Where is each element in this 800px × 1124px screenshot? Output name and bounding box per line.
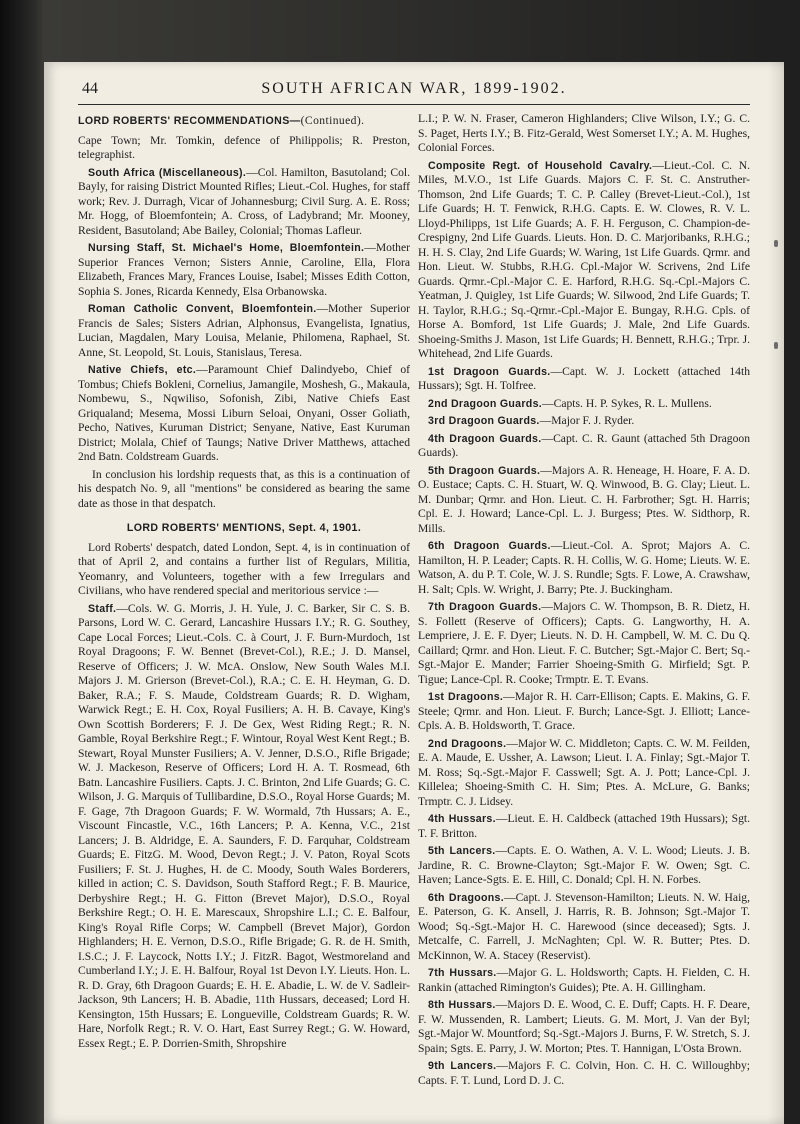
entry-south-africa: South Africa (Miscellaneous).—Col. Hamilton, Basutoland; Col. Bayly, for raising District Mounted Rifles; Lieut.-Col. Hughes, for staff work; Rev. J. Durragh, Vicar of Johannesburg; Civil Surg. A. E. Ross; Mr. Hogg, of Bloemfontein; A. Cross, of Ladybrand; Mr. Mooney, Resident, Basutoland; Abe Bailey, Colonial; Thomas Lafleur. xyxy=(78,165,410,237)
page-header xyxy=(44,80,784,104)
left-column xyxy=(78,112,410,1051)
entry-1st-dragoons: 1st Dragoons.—Major R. H. Carr-Ellison; Capts. E. Makins, G. F. Steele; Qrmr. and Hon. Lieut. F. Burch; Lance-Sgt. J. Elliott; Lance-Cpls. A. B. Holdsworth, T. Grace. xyxy=(418,690,750,732)
entry-2nd-dragoon-guards: 2nd Dragoon Guards.—Capts. H. P. Sykes, R. L. Mullens. xyxy=(428,396,712,410)
entry-5th-lancers: 5th Lancers.—Capts. E. O. Wathen, A. V. L. Wood; Lieuts. J. B. Jardine, R. C. Browne-Clayton; Sgt.-Major F. W. Owen; Sgt. C. Haven; Lance-Sgts. E. E. Hill, C. Donald; Cpl. H. N. Forbes. xyxy=(418,844,750,886)
running-title: SOUTH AFRICAN WAR, 1899-1902. xyxy=(261,80,567,97)
entry-6th-dragoon-guards: 6th Dragoon Guards.—Lieut.-Col. A. Sprot; Majors A. C. Hamilton, H. P. Leader; Capts. R. H. Collis, W. G. Home; Lieuts. W. E. Watson, A. du P. T. Cole, W. J. S. Rundle; Sgts. F. Lowe, A. Crawshaw, H. Salt; Cpls. W. Wright, J. Barry; Pte. J. Buckingham. xyxy=(418,539,751,596)
page-number: 44 xyxy=(82,80,98,97)
entry-9th-lancers: 9th Lancers.—Majors F. C. Colvin, Hon. C. H. C. Willoughby; Capts. F. T. Lund, Lord D. J. C. xyxy=(418,1059,750,1087)
book-page xyxy=(44,62,784,1124)
entry-native-chiefs: Native Chiefs, etc.—Paramount Chief Dalindyebo, Chief of Tombus; Chiefs Bokleni, Cornelius, Jamangile, Moshesh, G., Makaula, Nombewu, S., Nqwiliso, Sofonish, Zibi, Native Chiefs East Griqualand; Mesema, Mossi Liburn Seloai, Onyani, Osser Goliath, Pecho, Natives, Kuruman District; Senyane, Native, East Kuruman District; Molala, Chief of Taungs; Native Driver Matthews, attached 2nd Batn. Coldstream Guards. xyxy=(78,363,410,463)
entry-nursing-staff: Nursing Staff, St. Michael's Home, Bloemfontein.—Mother Superior Frances Vernon; Sisters Annie, Caroline, Ella, Flora Elizabeth, Frances Mary, Frances Louise, Isabel; Misses Edith Cotton, Sophia S. Jones, Ricarda Kennedy, Elsa Orbanowska. xyxy=(78,241,410,298)
entry-8th-hussars: 8th Hussars.—Majors D. E. Wood, C. E. Duff; Capts. H. F. Deare, F. W. Mussenden, R. Lambert; Lieuts. G. M. Mort, J. Van der Byl; Sgt.-Major W. Mountford; Sq.-Sgt.-Majors J. Burns, F. W. Stretch, S. J. Spain; Sgts. E. Parry, J. W. Morton; Ptes. T. Hannigan, L'Osta Brown. xyxy=(418,998,750,1055)
entry-5th-dragoon-guards: 5th Dragoon Guards.—Majors A. R. Heneage, H. Hoare, F. A. D. O. Eustace; Capts. C. H. Stuart, W. Q. Winwood, B. G. Clay; Lieut. L. M. Dunbar; Qrmr. and Hon. Lieut. C. H. Farbrother; Sgt. H. Harris; Cpl. E. J. Howard; Lance-Cpl. L. J. Burgess; Ptes. W. Sidthorp, R. Mills. xyxy=(418,463,750,535)
section-heading-recommendations: LORD ROBERTS' RECOMMENDATIONS—(Continued). xyxy=(78,114,365,127)
mentions-intro: Lord Roberts' despatch, dated London, Sept. 4, is in continuation of that of April 2, and contains a further list of Regulars, Militia, Yeomanry, and Volunteers, together with a few Irregulars and Civilians, who have rendered special and meritorious service :— xyxy=(78,540,410,597)
entry-7th-dragoon-guards: 7th Dragoon Guards.—Majors C. W. Thompson, B. R. Dietz, H. S. Follett (Reserve of Officers); Capts. G. Langworthy, H. A. Lempriere, J. E. F. Dyer; Lieuts. N. D. H. Campbell, W. M. C. Du Q. Caillard; Qrmr. and Hon. Lieut. F. C. Butcher; Sgt.-Major C. Bert; Sq.-Sgt.-Major E. Mander; Farrier Shoeing-Smith G. Mirfield; Sgt. P. Tigue; Lance-Cpl. R. Cooke; Trmptr. E. T. Evans. xyxy=(418,600,751,686)
conclusion-paragraph: In conclusion his lordship requests that, as this is a continuation of his despatch No. 9, all "mentions" be considered as bearing the same date as those in that despatch. xyxy=(78,467,410,510)
intro-paragraph: Cape Town; Mr. Tomkin, defence of Philippolis; R. Preston, telegraphist. xyxy=(78,133,410,161)
section-heading-mentions: LORD ROBERTS' MENTIONS, Sept. 4, 1901. xyxy=(126,522,362,534)
entry-staff: Staff.—Cols. W. G. Morris, J. H. Yule, J. C. Barker, Sir C. S. B. Parsons, Lord W. C. Gerard, Lancashire Hussars I.Y.; R. G. Southey, Cape Local Forces; Lieut.-Cols. C. à Court, J. F. Burn-Murdoch, 1st Royal Dragoons; F. W. Bennet (Brevet-Col.), R.E.; J. D. Mansel, Reserve of Officers; J. W. McA. Onslow, New South Wales M.I. Majors J. M. Grierson (Brevet-Col.), R.A.; C. E. H. Heyman, G. D. Baker, R.A.; F. S. Maude, Coldstream Guards; R. D. Wigham, Warwick Regt.; E. H. Cox, Royal Fusiliers; A. H. B. Cavaye, King's Own Scottish Borderers; F. J. De Gex, West Riding Regt.; R. N. Gamble, Royal Berkshire Regt.; F. Wintour, Royal West Kent Regt.; B. Stewart, Royal Munster Fusiliers; A. V. Jenner, D.S.O., Rifle Brigade; W. J. Mackeson, Reserve of Officers; Lord H. A. T. Rosmead, 6th Batn. Lancashire Fusiliers. Capts. J. C. Brinton, 2nd Life Guards; G. C. Wilson, J. G. Marquis of Tullibardine, D.S.O., Royal Horse Guards; M. F. Gage, 7th Dragoon Guards; F. W. Wormald, 7th Hussars; A. E., Viscount Fincastle, V.C., 16th Lancers; P. A. Kenna, V.C., 21st Lancers; J. B. Aldridge, E. A. Saunders, F. D. Farquhar, Coldstream Guards; E. FitzG. M. Wood, Devon Regt.; J. V. Paton, Royal Scots Fusiliers; F. St. J. Hughes, H. de C. Moody, South Wales Borderers, killed in action; C. S. Davidson, South Stafford Regt.; F. B. Maurice, Derbyshire Regt.; H. G. Fitton (Brevet Major), D.S.O., Royal Berkshire Regt.; O. H. E. Marescaux, Shropshire L.I.; C. E. Balfour, King's Royal Rifle Corps; W. Campbell (Brevet Major), Gordon Highlanders; H. E. Vernon, D.S.O., Rifle Brigade; G. R. de H. Smith, I.S.C.; J. F. Laycock, Notts I.Y.; J. FitzR. Bagot, Westmoreland and Cumberland I.Y.; J. E. H. Balfour, Royal 1st Devon I.Y. Lieuts. Hon. L. R. D. Gray, 6th Dragoon Guards; E. H. E. Abadie, L. W. de V. Sadleir-Jackson, 9th Lancers; H. B. Abadie, 11th Hussars, deceased; Lord H. Kensington, 15th Hussars; E. Longueville, Coldstream Guards; R. W. Hare, Norfolk Regt.; R. V. O. Hart, East Surrey Regt.; G. W. Howard, Essex Regt.; E. P. Dorrien-Smith, Shropshire xyxy=(78,601,410,1050)
entry-4th-dragoon-guards: 4th Dragoon Guards.—Capt. C. R. Gaunt (attached 5th Dragoon Guards). xyxy=(418,431,750,459)
entry-2nd-dragoons: 2nd Dragoons.—Major W. C. Middleton; Capts. C. W. M. Feilden, E. A. Maude, E. Ussher, A. Lawson; Lieut. I. A. Finlay; Sgt.-Major T. M. Ross; Sq.-Sgt.-Major F. Casswell; Sgt. A. J. Pott; Lance-Cpl. J. Killelea; Shoeing-Smith C. H. Sim; Ptes. A. McLure, G. Banks; Trmptr. C. J. Lidsey. xyxy=(418,736,751,808)
entry-6th-dragoons: 6th Dragoons.—Capt. J. Stevenson-Hamilton; Lieuts. N. W. Haig, E. Paterson, G. K. Ansell, J. Harris, R. B. Johnson; Sgt.-Major T. Wood; Sq.-Sgt.-Major H. C. Harewood (since deceased); Sgts. J. Metcalfe, C. Farrell, J. McNaghten; Cpl. W. R. Butter; Ptes. D. McKinnon, W. A. Stacey (Reservist). xyxy=(418,890,750,962)
margin-mark xyxy=(774,342,778,349)
continued-entry: L.I.; P. W. N. Fraser, Cameron Highlanders; Clive Wilson, I.Y.; G. C. S. Paget, Herts I.Y.; B. Fitz-Gerald, West Somerset I.Y.; A. M. Hughes, Colonial Forces. xyxy=(418,112,750,154)
entry-7th-hussars: 7th Hussars.—Major G. L. Holdsworth; Capts. H. Fielden, C. H. Rankin (attached Rimington's Guides); Pte. A. H. Gillingham. xyxy=(418,966,750,994)
entry-3rd-dragoon-guards: 3rd Dragoon Guards.—Major F. J. Ryder. xyxy=(428,414,635,427)
entry-4th-hussars: 4th Hussars.—Lieut. E. H. Caldbeck (attached 19th Hussars); Sgt. T. F. Britton. xyxy=(418,812,750,840)
entry-roman-catholic-convent: Roman Catholic Convent, Bloemfontein.—Mother Superior Francis de Sales; Sisters Adrian, Alphonsus, Evangelista, Ignatius, Lucian, Magdalen, Mary Louisa, Melanie, Philomena, Raphael, St. Anne, St. Leopold, St. Louis, Stanislaus, Teresa. xyxy=(78,302,410,359)
entry-1st-dragoon-guards: 1st Dragoon Guards.—Capt. W. J. Lockett (attached 14th Hussars); Sgt. H. Tolfree. xyxy=(418,364,750,392)
margin-mark xyxy=(774,240,778,247)
right-column xyxy=(418,112,750,1088)
header-rule xyxy=(78,104,750,105)
entry-household-cavalry: Composite Regt. of Household Cavalry.—Lieut.-Col. C. N. Miles, M.V.O., 1st Life Guards. Majors C. F. St. C. Anstruther-Thomson, 2nd Life Guards; T. C. P. Calley (Brevet-Lieut.-Col.), 1st Life Guards; H. T. Fenwick, R.H.G. Capts. E. W. Clowes, R. V. L. Lloyd-Philipps, 1st Life Guards; A. F. H. Ferguson, C. Champion-de-Crespigny, 2nd Life Guards. Lieuts. Hon. D. C. Marjoribanks, R.H.G.; H. H. S. Clay, 2nd Life Guards; W. Waring, 1st Life Guards. Qrmr. and Hon. Lieut. W. Stubbs, R.H.G. Cpl.-Major W. Scrivens, 2nd Life Guards. Qrmr.-Cpl.-Major C. E. Harford, R.H.G. Sq.-Cpl.-Majors C. Yeatman, J. Quigley, 1st Life Guards; W. Silwood, 2nd Life Guards; T. H. Taylor, R.H.G.; Sq.-Qrmr.-Cpl.-Major E. Bungay, R.H.G. Cpls. of Horse A. Bomford, 1st Life Guards; J. Male, 2nd Life Guards. Shoeing-Smiths J. Mason, 1st Life Guards; H. Bennett, R.H.G.; Trpr. J. Whitehead, 2nd Life Guards. xyxy=(418,158,750,360)
page-edge-shading xyxy=(768,62,784,1124)
